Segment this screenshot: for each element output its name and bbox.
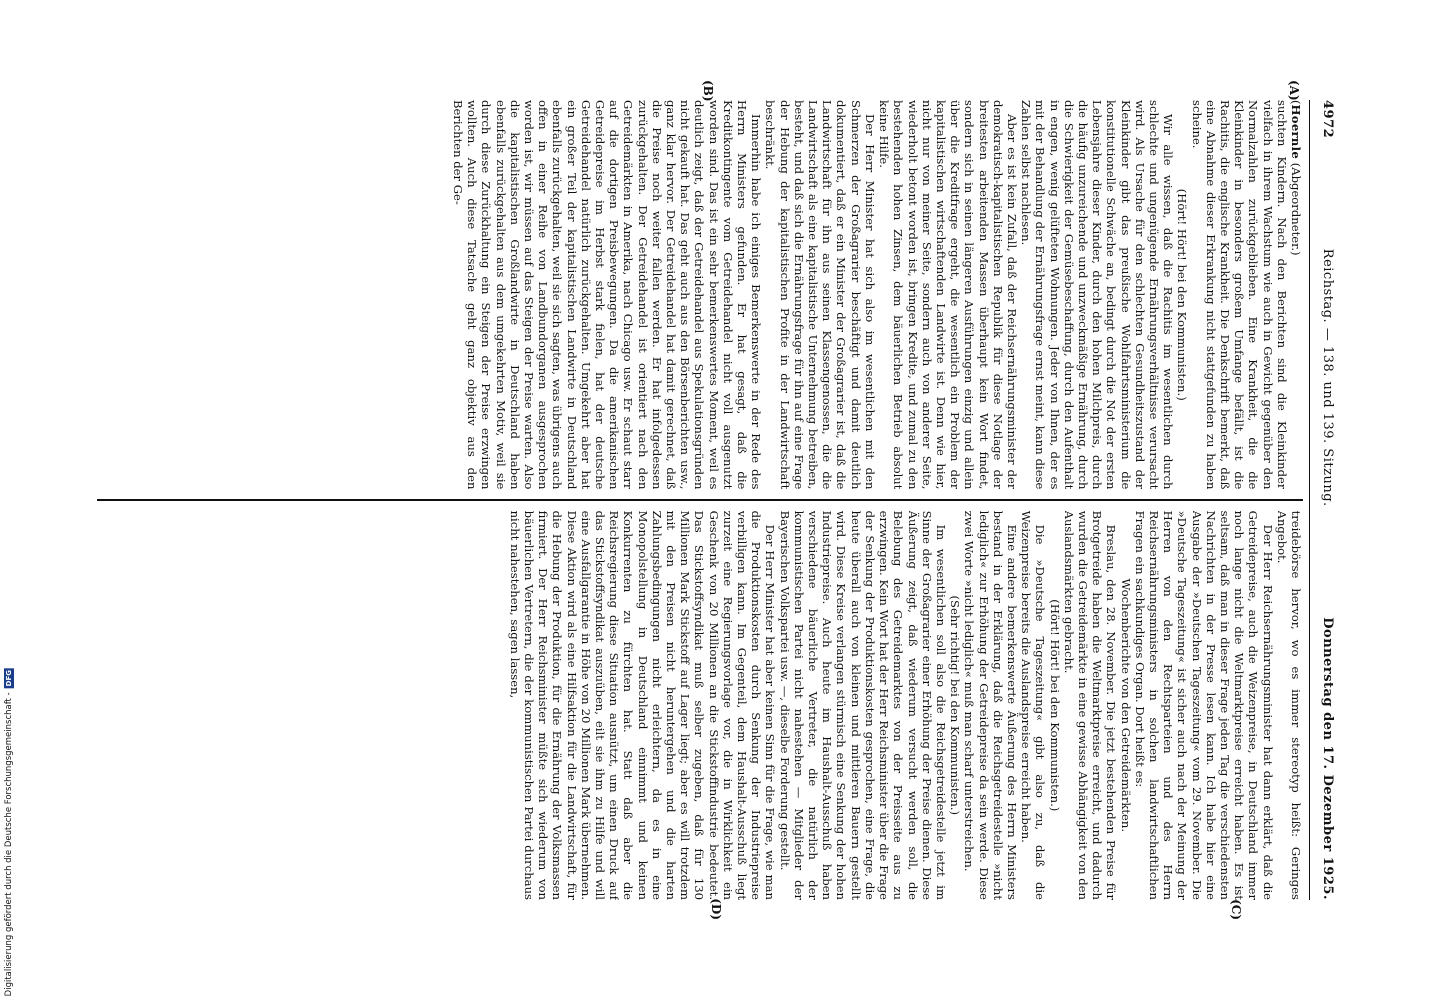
page-header [1309,100,1337,900]
speaker-name: Hoernle [1289,104,1303,160]
paragraph: Im wesentlichen soll also die Reichsgetreidestelle jetzt im Sinne der Großagrarier einer Erhöhung der Preise dienen. Diese Äußerung zeigt, daß wiederum versucht werden soll, die Belebung des Getreidemarktes von der Preisseite aus zu erzwingen. Kein Wort hat der Herr Reichsminister über die Frage der Senkung der Produktionskosten gesprochen, eine Frage, die heute überall auch von kleinen und mittleren Bauern gestellt wird. Diese Kreise verlangen stürmisch eine Senkung der hohen Industriepreise. Auch heute im Haushalt-Ausschuß haben verschiedene bäuerliche Vertreter, die natürlich der kommunistischen Partei nicht nahestehen — Mitglieder der Bayerischen Volkspartei usw. —, dieselbe Forderung gestellt. [777,510,948,901]
right-column [97,511,1303,900]
quote-text: Breslau, den 28. November. Die jetzt bestehenden Preise für Brotgetreide haben die Weltmarktpreise erreicht, und dadurch wurden die Getreidemärkte in eine gewisse Abhängigkeit von den Auslandsmärkten gebracht. [1061,510,1119,901]
paragraph: Wir alle wissen, daß die Rachitis im wesentlichen durch schlechte und ungenügende Ernährungsverhältnisse verursacht wird. Als Ursache für den schlechten Gesundheitszustand der Kleinkinder gibt das preußische Wohlfahrtsministerium die konstitutionelle Schwäche an, bedingt durch die Not der ersten Lebensjahre dieser Kinder, durch den hohen Milchpreis, durch die häufig unzureichende und unzweckmäßige Ernährung, durch die Schwierigkeit der Gemüsebeschaffung, durch den Aufenthalt in engen, wenig gelüfteten Wohnungen. Jeder von Ihnen, der es mit der Behandlung der Ernährungsfrage ernst meint, kann diese Zahlen selbst nachlesen. [1019,100,1176,490]
paragraph: Der Herr Reichsernährungsminister hat dann erklärt, daß die Getreidepreise, auch die Weizenpreise, in Deutschland immer noch lange nicht die Weltmarktpreise erreicht haben. Es ist seltsam, daß man in dieser Frage jeden Tag die verschiedensten Nachrichten in der Presse lesen kann. Ich habe hier eine Ausgabe der »Deutschen Tageszeitung« vom 29. November. Die »Deutsche Tageszeitung« ist sicher auch nach der Meinung der Herren von den Rechtsparteien und des Herrn Reichsernährungsministers in solchen landwirtschaftlichen Fragen ein sachkundiges Organ. Dort heißt es: [1132,510,1275,901]
margin-marker-b: (B) [701,80,715,102]
header-date: Donnerstag den 17. Dezember 1925. [1320,617,1335,900]
margin-marker-c: (C) [1229,899,1243,920]
text-columns [97,80,1303,920]
header-title: Reichstag. — 138. und 139. Sitzung. [1320,248,1335,507]
paragraph: Immerhin habe ich einiges Bemerkenswerte in der Rede des Herrn Ministers gefunden. Er hat gesagt, daß die Kreditkontingente vom Getreidehandel nicht voll ausgenutzt worden sind. Das ist ein sehr bemerkenswertes Moment, weil es deutlich zeigt, daß der Getreidehandel aus Spekulationsgründen nicht gekauft hat. Das geht auch aus den Börsenberichten usw., ganz klar hervor. Der Getreidehandel hat damit gerechnet, daß die Preise noch weiter fallen werden. Er hat infolgedessen zurückgehalten. Der Getreidehandel ist orientiert nach den Getreidemärkten in Amerika, nach Chicago usw. Er schaut starr auf die dortigen Preisbewegungen. Da die amerikanischen Getreidepreise im Herbst stark fielen, hat der deutsche Getreidehandel natürlich zurückgehalten. Umgekehrt aber hat ein großer Teil der kapitalistischen Landwirte in Deutschland ebenfalls zurückgehalten, weil sie sich sagten, was übrigens auch offen in einer Reihe von Landbundorganen ausgesprochen worden ist, wir müssen auf das Steigen der Preise warten. Also die kapitalistischen Großlandwirte in Deutschland haben ebenfalls zurückgehalten aus dem umgekehrten Motiv, weil sie durch diese Zurückhaltung ein Steigen der Preise erzwingen wollten. Auch diese Tatsache geht ganz objektiv aus den Berichten der Ge- [451,100,764,490]
digitization-credit [4,668,14,996]
margin-marker-d: (D) [709,898,723,920]
dfg-logo: DFG [5,669,13,687]
left-column [97,100,1303,489]
margin-marker-a: (A) [1287,80,1301,101]
paragraph: Der Herr Minister hat sich also im wesentlichen mit den Schmerzen der Großagrarier beschäftigt und damit deutlich dokumentiert, daß er ein Minister der Großagrarier ist, daß die Landwirtschaft für ihn aus seinen Klassengenossen, die die Landwirtschaft als eine kapitalistische Unternehmung betreiben, besteht, und daß sich die Ernährungsfrage für ihn auf eine Frage der Hebung der kapitalistischen Profite in der Landwirtschaft beschränkt. [763,100,877,490]
paragraph: Die »Deutsche Tageszeitung« gibt also zu, daß die Weizenpreise bereits die Auslandspreise erreicht haben. [1019,510,1048,901]
document-page [97,80,1337,920]
interjection: (Hört! Hört! bei den Kommunisten.) [1047,599,1062,812]
interjection: (Hört! Hört! bei den Kommunisten.) [1175,188,1190,401]
paragraph: Der Herr Minister hat aber keinen Sinn für die Frage, wie man die Produktionskosten durch Senkung der Industriepreise verbilligen kann. Im Gegenteil, dem Haushalt-Ausschuß liegt zurzeit eine Regierungsvorlage vor, die in Wirklichkeit ein Geschenk von 20 Millionen an die Stickstoffindustrie bedeutet. Das Stickstoffsyndikat muß selber zugeben, daß für 130 Millionen Mark Stickstoff auf Lager liegt; aber es will trotzdem mit den Preisen nicht heruntergehen und die harten Zahlungsbedingungen nicht erleichtern, da es in eine Monopolstellung in Deutschland einnimmt und keinen Konkurrenten zu fürchten hat. Statt daß aber die Reichsregierung diese Situation ausnützt, um einen Druck auf das Stickstoffsyndikat auszuüben, eilt sie ihm zu Hilfe und will eine Ausfallgarantie in Höhe von 20 Millionen Mark übernehmen. Diese Aktion wird als eine Hilfsaktion für die Landwirtschaft, für die Hebung der Produktion, für die Ernährung der Volksmassen firmiert. Der Herr Reichsminister müßte sich wiederum von bäuerlichen Vertretern, die der kommunistischen Partei durchaus nicht nahestehen, sagen lassen, [507,510,778,901]
page-number: 4972 [1320,100,1335,139]
column-divider [97,499,1303,500]
speaker-note: (Abgeordneter.) [1289,162,1303,256]
paragraph: suchten Kindern. Nach den Berichten sind die Kleinkinder vielfach in ihrem Wachstum wie auch in Gewicht gegenüber den Normalzahlen zurückgeblieben. Eine Krankheit, die die Kleinkinder in besonders großem Umfange befällt, ist die Rachitis, die englische Krankheit. Die Denkschrift bemerkt, daß eine Abnahme dieser Erkrankung nicht stattgefunden zu haben scheine. [1189,100,1289,490]
paragraph: Aber es ist kein Zufall, daß der Reichsernährungsminister der demokratisch-kapitalistischen Republik für diese Notlage der breitesten arbeitenden Massen überhaupt kein Wort findet, sondern sich in seinen längeren Ausführungen einzig und allein über die Kreditfrage ergeht, die wesentlich ein Problem der kapitalistischen wirtschaftenden Landwirte ist. Denn wie hier, nicht nur von meiner Seite, sondern auch von anderer Seite, wiederholt betont worden ist, bringen Kredite, und zumal zu den bestehenden hohen Zinsen, dem bäuerlichen Betrieb absolut keine Hilfe. [877,100,1019,490]
quote-title: Wochenberichte von den Getreidemärkten. [1118,578,1133,833]
speaker-paragraph: (Hoernle (Abgeordneter.) [1289,100,1303,256]
interjection: (Sehr richtig! bei den Kommunisten.) [948,595,963,816]
paragraph: treidebörse hervor, wo es immer stereotyp heißt: Geringes Angebot. [1274,510,1303,901]
credit-text: Digitalisierung gefördert durch die Deutsche Forschungsgemeinschaft - [4,692,14,996]
paragraph: Eine andere bemerkenswerte Äußerung des Herrn Ministers bestand in der Erklärung, daß die Reichsgetreidestelle »nicht lediglich« zur Erhöhung der Getreidepreise da sein werde. Diese zwei Worte »nicht lediglich« muß man scharf unterstreichen. [962,510,1019,901]
